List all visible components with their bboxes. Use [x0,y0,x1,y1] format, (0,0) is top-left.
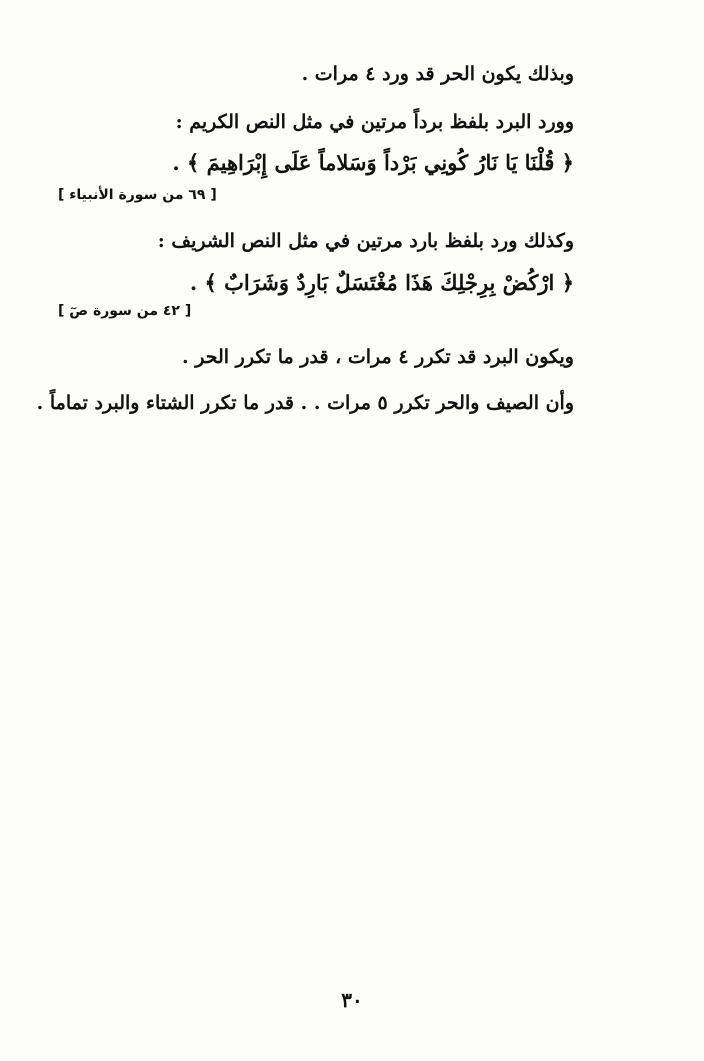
text-line-5: وأن الصيف والحر تكرر ٥ مرات . . قدر ما تكرر الشتاء والبرد تماماً . [36,392,574,414]
verse-reference-2: [ ٤٢ من سورة صٓ ] [58,303,192,319]
verse-reference-1: [ ٦٩ من سورة الأنبياء ] [58,187,217,203]
verse-line-1: ﴿ قُلْنَا يَا نَارُ كُونِي بَرْداً وَسَلاماً عَلَى إِبْرَاهِيمَ ﴾ . [172,150,574,175]
text-line-4: ويكون البرد قد تكرر ٤ مرات ، قدر ما تكرر الحر . [182,346,574,368]
page-number: ٣٠ [341,988,363,1012]
verse-line-2: ﴿ ارْكُضْ بِرِجْلِكَ هَذَا مُغْتَسَلٌ بَارِدٌ وَشَرَابٌ ﴾ . [189,270,574,295]
text-line-2: وورد البرد بلفظ برداً مرتين في مثل النص الكريم : [175,111,574,133]
text-line-3: وكذلك ورد بلفظ بارد مرتين في مثل النص الشريف : [157,230,574,252]
text-line-1: وبذلك يكون الحر قد ورد ٤ مرات . [301,63,574,85]
